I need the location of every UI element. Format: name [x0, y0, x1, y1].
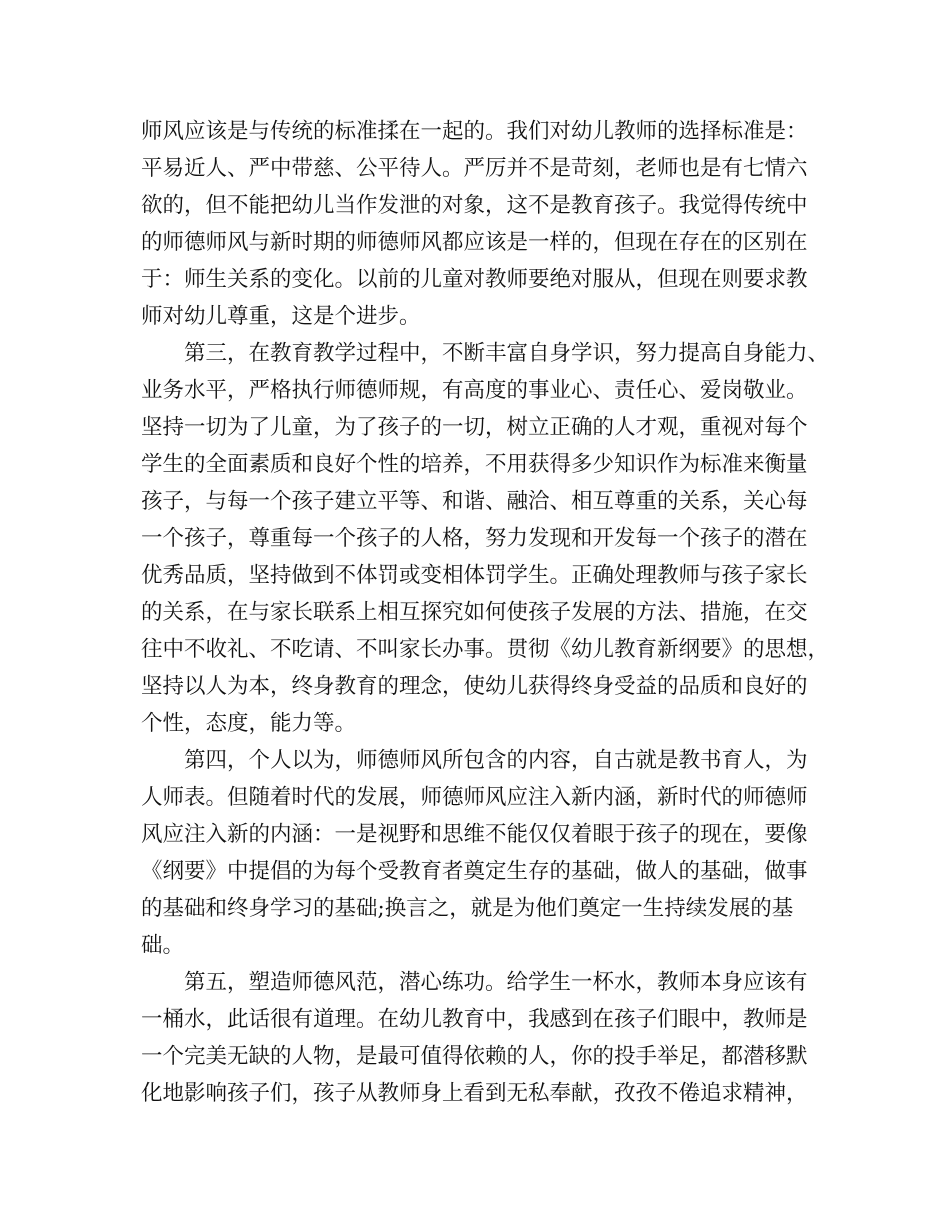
text-line: 师对幼儿尊重，这是个进步。	[141, 304, 421, 329]
text-line: 一个孩子，尊重每一个孩子的人格，努力发现和开发每一个孩子的潜在	[141, 526, 808, 551]
text-line: 孩子，与每一个孩子建立平等、和谐、融洽、相互尊重的关系，关心每	[141, 489, 808, 514]
text-line: 的师德师风与新时期的师德师风都应该是一样的，但现在存在的区别在	[141, 230, 808, 255]
text-line: 于：师生关系的变化。以前的儿童对教师要绝对服从，但现在则要求教	[141, 267, 808, 292]
text-line: 优秀品质，坚持做到不体罚或变相体罚学生。正确处理教师与孩子家长	[141, 563, 808, 588]
text-line: 的关系，在与家长联系上相互探究如何使孩子发展的方法、措施，在交	[141, 600, 808, 625]
text-line: 第五，塑造师德风范，潜心练功。给学生一杯水，教师本身应该有	[141, 970, 808, 995]
text-line: 一个完美无缺的人物，是最可值得依赖的人，你的投手举足，都潜移默	[141, 1044, 808, 1069]
text-line: 的基础和终身学习的基础;换言之，就是为他们奠定一生持续发展的基	[141, 896, 794, 921]
text-line: 学生的全面素质和良好个性的培养，不用获得多少知识作为标准来衡量	[141, 452, 808, 477]
text-line: 坚持以人为本，终身教育的理念，使幼儿获得终身受益的品质和良好的	[141, 674, 808, 699]
text-line: 业务水平，严格执行师德师规，有高度的事业心、责任心、爱岗敬业。	[141, 378, 808, 403]
body-text	[141, 113, 831, 1112]
text-line: 欲的，但不能把幼儿当作发泄的对象，这不是教育孩子。我觉得传统中	[141, 193, 808, 218]
text-line: 往中不收礼、不吃请、不叫家长办事。贯彻《幼儿教育新纲要》的思想，	[141, 637, 830, 662]
text-line: 《纲要》中提倡的为每个受教育者奠定生存的基础，做人的基础，做事	[141, 859, 808, 884]
text-line: 平易近人、严中带慈、公平待人。严厉并不是苛刻，老师也是有七情六	[141, 156, 808, 181]
text-line: 个性，态度，能力等。	[141, 711, 357, 736]
text-line: 础。	[141, 933, 185, 958]
text-line: 风应注入新的内涵：一是视野和思维不能仅仅着眼于孩子的现在，要像	[141, 822, 808, 847]
text-line: 师风应该是与传统的标准揉在一起的。我们对幼儿教师的选择标准是：	[141, 119, 808, 144]
text-line: 化地影响孩子们，孩子从教师身上看到无私奉献，孜孜不倦追求精神，	[141, 1081, 808, 1106]
text-line: 第四，个人以为，师德师风所包含的内容，自古就是教书育人，为	[141, 748, 808, 773]
text-line: 坚持一切为了儿童，为了孩子的一切，树立正确的人才观，重视对每个	[141, 415, 808, 440]
text-line: 一桶水，此话很有道理。在幼儿教育中，我感到在孩子们眼中，教师是	[141, 1007, 808, 1032]
text-line: 第三，在教育教学过程中，不断丰富自身学识，努力提高自身能力、	[141, 341, 830, 366]
text-line: 人师表。但随着时代的发展，师德师风应注入新内涵，新时代的师德师	[141, 785, 808, 810]
